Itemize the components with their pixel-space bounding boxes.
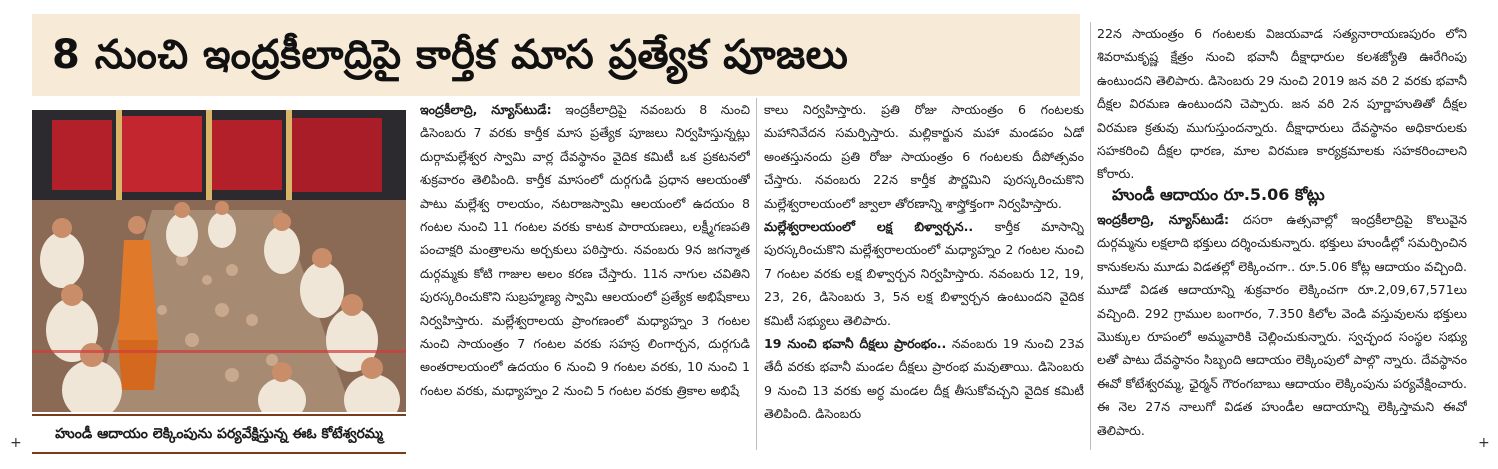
article-column-3-top bbox=[1097, 22, 1467, 182]
column-divider bbox=[1090, 22, 1091, 450]
column-divider bbox=[756, 98, 757, 450]
crop-mark-icon: + bbox=[1478, 435, 1490, 451]
headline: 8 నుంచి ఇంద్రకీలాద్రిపై కార్తీక మాస ప్రత్యేక పూజలు bbox=[52, 32, 849, 78]
news-photo bbox=[32, 110, 406, 412]
subheading-hundi-income: హుండీ ఆదాయం రూ.5.06 కోట్లు bbox=[1112, 185, 1325, 204]
column-2-para-1: కాలు నిర్వహిస్తారు. ప్రతి రోజు సాయంత్రం 6 గంటలకు మహానివేదన సమర్పిస్తారు. మల్లికార్జున మహా మండపం ఏడో అంతస్తునందు ప్రతి రోజు సాయంత్రం 6 గంటలకు దీపోత్సవం చేస్తారు. నవంబరు 22న కార్తీక పౌర్ణమిని పురస్కరించుకొని మల్లేశ్వరాలయంలో జ్వాలా తోరణాన్ని శాస్త్రోక్తంగా నిర్వహిస్తారు. bbox=[764, 102, 1084, 211]
article-column-1 bbox=[420, 98, 750, 456]
crop-mark-icon: + bbox=[10, 435, 22, 451]
subheading-lakshabilvarchana: మల్లేశ్వరాలయంలో లక్ష బిళ్వార్చన.. bbox=[764, 219, 974, 235]
subheading-bhavani-deeksha: 19 నుంచి భవానీ దీక్షలు ప్రారంభం.. bbox=[764, 336, 947, 352]
temple-hall-illustration bbox=[32, 110, 406, 412]
column-2-para-3: నవంబరు 19 నుంచి 23వ తేదీ వరకు భవానీ మండల దీక్షలు ప్రారంభ మవుతాయి. డిసెంబరు 9 నుంచి 13 వరకు అర్ధ మండల దీక్ష తీసుకోవచ్చని వైదిక కమిటీ తెలిపింది. డిసెంబరు bbox=[764, 336, 1084, 422]
column-2-para-2: కార్తీక మాసాన్ని పురస్కరించుకొని మల్లేశ్వరాలయంలో మధ్యాహ్నం 2 గంటల నుంచి 7 గంటల వరకు లక్ష బిళ్వార్చన నిర్వహిస్తారు. నవంబరు 12, 19, 23, 26, డిసెంబరు 3, 5న లక్ష బిళ్వార్చన ఉంటుందని వైదిక కమిటీ సభ్యులు తెలిపారు. bbox=[764, 219, 1084, 328]
photo-caption: హుండీ ఆదాయం లెక్కింపును పర్యవేక్షిస్తున్న ఈఓ కోటేశ్వరమ్మ bbox=[32, 414, 406, 454]
article-column-3-bottom bbox=[1097, 208, 1467, 454]
article-column-2 bbox=[764, 98, 1084, 456]
column-3-para-2: దసరా ఉత్సవాల్లో ఇంద్రకీలాద్రిపై కొలువైన దుర్గమ్మను లక్షలాది భక్తులు దర్శించుకున్నారు. భక్తులు హుండీల్లో సమర్పించిన కానుకలను మూడు విడతల్లో లెక్కించగా.. రూ.5.06 కోట్ల ఆదాయం వచ్చింది. మూడో విడత ఆదాయాన్ని శుక్రవారం లెక్కించగా రూ.2,09,67,571లు వచ్చింది. 292 గ్రాముల బంగారం, 7.350 కిలోల వెండి వస్తువులను భక్తులు మొక్కుల రూపంలో అమ్మవారికి చెల్లించుకున్నారు. స్వచ్ఛంద సంస్థల సభ్యు లతో పాటు దేవస్థానం సిబ్బంది ఆదాయం లెక్కింపులో పాల్గొ న్నారు. దేవస్థానం ఈవో కోటేశ్వరమ్మ, ఛైర్మన్ గౌరంగబాబు ఆదాయం లెక్కింపును పర్యవేక్షించారు. ఈ నెల 27న నాలుగో విడత హుండీల ఆదాయాన్ని లెక్కిస్తామని ఈవో తెలిపారు. bbox=[1097, 212, 1467, 438]
column-1-text: ఇంద్రకీలాద్రిపై నవంబరు 8 నుంచి డిసెంబరు 7 వరకు కార్తీక మాస ప్రత్యేక పూజలు నిర్వహిస్తున్నట్లు దుర్గామల్లేశ్వర స్వామి వార్ల దేవస్థానం వైదిక కమిటీ ఒక ప్రకటనలో శుక్రవారం తెలిపింది. కార్తీక మాసంలో దుర్గగుడి ప్రధాన ఆలయంతో పాటు మల్లేశ్వ రాలయం, నటరాజస్వామి ఆలయంలో ఉదయం 8 గంటల నుంచి 11 గంటల వరకు కాటక పారాయణలు, లక్ష్మీగణపతి పంచాక్షరి మంత్రాలను అర్చకులు పఠిస్తారు. నవంబరు 9న జగన్మాత దుర్గమ్మకు కోటి గాజుల అలం కరణ చేస్తారు. 11న నాగుల చవితిని పురస్కరించుకొని సుబ్రహ్మణ్య స్వామి ఆలయంలో ప్రత్యేక అభిషేకాలు నిర్వహిస్తారు. మల్లేశ్వరాలయ ప్రాంగణంలో మధ్యాహ్నం 3 గంటల నుంచి సాయంత్రం 7 గంటల వరకు సహస్ర లింగార్చన, దుర్గగుడి అంతరాలయంలో ఉదయం 6 నుంచి 9 గంటల వరకు, 10 నుంచి 1 గంటల వరకు, మధ్యాహ్నం 2 నుంచి 5 గంటల వరకు త్రికాల అభిషే bbox=[420, 102, 750, 398]
column-3-para-1: 22న సాయంత్రం 6 గంటలకు విజయవాడ సత్యనారాయణపురం లోని శివరామకృష్ణ క్షేత్రం నుంచి భవానీ దీక్షాధారుల కలశజ్యోతి ఊరేగింపు ఉంటుందని తెలిపారు. డిసెంబరు 29 నుంచి 2019 జన వరి 2 వరకు భవానీ దీక్షల విరమణ ఉంటుందని చెప్పారు. జన వరి 2న పూర్ణాహుతితో దీక్షల విరమణ క్రతువు ముగుస్తుందన్నారు. దీక్షాధారులు దేవస్థానం అధికారులకు సహకరించి దీక్షల ధారణ, మాల విరమణ కార్యక్రమాలకు సహకరించాలని కోరారు. bbox=[1097, 26, 1467, 182]
dateline: ఇంద్రకీలాద్రి, న్యూస్‌టుడే: bbox=[1097, 212, 1229, 227]
dateline: ఇంద్రకీలాద్రి, న్యూస్‌టుడే: bbox=[420, 102, 552, 117]
